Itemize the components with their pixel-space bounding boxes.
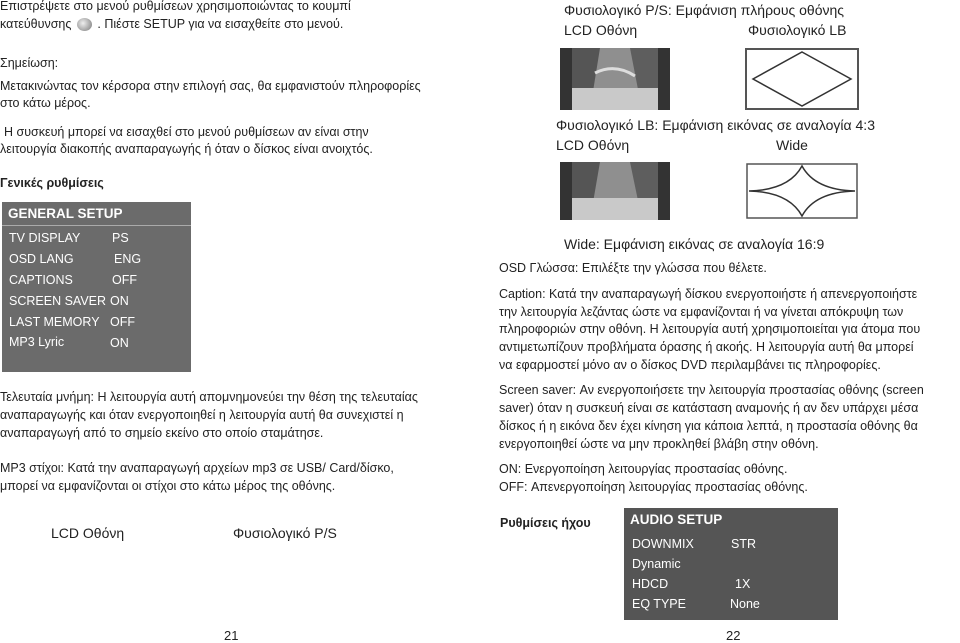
caption-line-4: αντιμετωπίζουν προβλήματα όρασης ή ακοής. Η λειτουργία αυτή θα μπορεί	[499, 340, 914, 354]
lb-label-lcd: LCD Οθόνη	[556, 137, 630, 153]
menu-row-value: None	[730, 597, 760, 611]
intro-line-2-post: . Πιέστε SETUP για να εισαχθείτε στο μενού.	[97, 17, 344, 31]
device-line-1: Η συσκευή μπορεί να εισαχθεί στο μενού ρυθμίσεων αν είναι στην	[4, 125, 369, 139]
caption-line-5: να εφαρμοστεί μόνο αν ο δίσκος DVD περιλαμβάνει τις πληροφορίες.	[499, 358, 881, 372]
mp3-line-1: MP3 στίχοι: Κατά την αναπαραγωγή αρχείων mp3 σε USB/ Card/δίσκο,	[0, 461, 394, 475]
last-memory-line-3: αναπαραγωγή από το σημείο εκείνο στο οποίο σταμάτησε.	[0, 426, 324, 440]
osd-line: OSD Γλώσσα: Επιλέξτε την γλώσσα που θέλετε.	[499, 261, 767, 275]
lb-frame	[745, 48, 859, 110]
menu-row-value: ON	[110, 294, 129, 308]
wide-title: Wide: Εμφάνιση εικόνας σε αναλογία 16:9	[564, 236, 825, 252]
stretched-diamond-icon	[745, 162, 859, 220]
intro-line-2-pre: κατεύθυνσης	[0, 17, 72, 31]
ps-title: Φυσιολογικό P/S: Εμφάνιση πλήρους οθόνης	[564, 2, 845, 18]
general-settings-heading: Γενικές ρυθμίσεις	[0, 176, 104, 190]
last-memory-line-2: αναπαραγωγής και όταν ενεργοποιηθεί η λειτουργία αυτή θα συνεχιστεί η	[0, 408, 404, 422]
ps-label-lb: Φυσιολογικό LB	[748, 22, 847, 38]
page-number-left: 21	[224, 628, 239, 643]
menu-row-label[interactable]: LAST MEMORY	[9, 315, 100, 329]
general-setup-menu	[2, 202, 191, 372]
bottom-label-ps: Φυσιολογικό P/S	[233, 525, 337, 541]
menu-row-label[interactable]: OSD LANG	[9, 252, 74, 266]
lb-title: Φυσιολογικό LB: Εμφάνιση εικόνας σε αναλογία 4:3	[556, 117, 875, 133]
lb-label-wide: Wide	[776, 137, 808, 153]
saver-line-1: Screen saver: Αν ενεργοποιήσετε την λειτουργία προστασίας οθόνης (screen	[499, 383, 924, 397]
ps-label-lcd: LCD Οθόνη	[564, 22, 638, 38]
audio-setup-title: AUDIO SETUP	[630, 512, 723, 527]
note-line-2: στο κάτω μέρος.	[0, 96, 91, 110]
device-line-2: λειτουργία διακοπής αναπαραγωγής ή όταν ο δίσκος είναι ανοιχτός.	[0, 142, 373, 156]
bottom-label-lcd: LCD Οθόνη	[51, 525, 125, 541]
off-line: OFF: Απενεργοποίηση λειτουργίας προστασίας οθόνης.	[499, 480, 808, 494]
caption-line-1: Caption: Κατά την αναπαραγωγή δίσκου ενεργοποιήστε ή απενεργοποιήστε	[499, 287, 918, 301]
menu-row-label[interactable]: Dynamic	[632, 557, 681, 571]
caption-line-3: πληροφοριών στην οθόνη. Η λειτουργία αυτή χρησιμοποιείται για άτομα που	[499, 322, 921, 336]
menu-row-label[interactable]: MP3 Lyric	[9, 335, 65, 349]
lcd-screen-image-2	[560, 162, 670, 220]
menu-row-value: ON	[110, 336, 129, 350]
caption-line-2: την λειτουργία λεζάντας ώστε να εμφανίζονται ή να γίνεται απόκρυψη των	[499, 305, 904, 319]
saver-line-2: saver) όταν η συσκευή είναι σε κατάσταση αναμονής ή αν δεν υπάρχει μέσα	[499, 401, 919, 415]
lcd-screen-image	[560, 48, 670, 110]
audio-setup-menu	[624, 508, 838, 620]
intro-line-2	[0, 16, 343, 33]
saver-line-4: ενεργοποιηθεί ώστε να μην προκληθεί βλάβη στην οθόνη.	[499, 437, 819, 451]
menu-row-value: PS	[112, 231, 129, 245]
menu-row-label[interactable]: HDCD	[632, 577, 669, 591]
menu-row-value: STR	[731, 537, 756, 551]
menu-row-value: 1X	[735, 577, 751, 591]
forest-scene-icon	[560, 48, 670, 110]
general-setup-title: GENERAL SETUP	[2, 202, 191, 226]
menu-row-value: OFF	[110, 315, 135, 329]
menu-row-label[interactable]: SCREEN SAVER	[9, 294, 107, 308]
wide-frame	[745, 162, 859, 220]
diamond-shape-icon	[747, 50, 857, 108]
menu-row-label[interactable]: TV DISPLAY	[9, 231, 81, 245]
intro-line-1: Επιστρέψετε στο μενού ρυθμίσεων χρησιμοποιώντας το κουμπί	[0, 0, 351, 13]
note-title: Σημείωση:	[0, 56, 59, 70]
menu-row-value: OFF	[112, 273, 137, 287]
saver-line-3: δίσκος ή η εικόνα δεν έχει κίνηση για κάποια λεπτά, η προστασία οθόνης θα	[499, 419, 918, 433]
page-number-right: 22	[726, 628, 741, 643]
menu-row-value: ENG	[114, 252, 142, 266]
forest-scene-icon	[560, 162, 670, 220]
menu-row-label[interactable]: DOWNMIX	[632, 537, 694, 551]
mp3-line-2: μπορεί να εμφανίζονται οι στίχοι στο κάτω μέρος της οθόνης.	[0, 479, 336, 493]
menu-row-label[interactable]: EQ TYPE	[632, 597, 686, 611]
last-memory-line-1: Τελευταία μνήμη: Η λειτουργία αυτή απομνημονεύει την θέση της τελευταίας	[0, 390, 418, 404]
note-line-1: Μετακινώντας τον κέρσορα στην επιλογή σας, θα εμφανιστούν πληροφορίες	[0, 79, 421, 93]
menu-row-label[interactable]: CAPTIONS	[9, 273, 73, 287]
on-line: ON: Ενεργοποίηση λειτουργίας προστασίας οθόνης.	[499, 462, 788, 476]
direction-button-icon	[77, 18, 92, 31]
audio-settings-heading: Ρυθμίσεις ήχου	[500, 516, 591, 530]
